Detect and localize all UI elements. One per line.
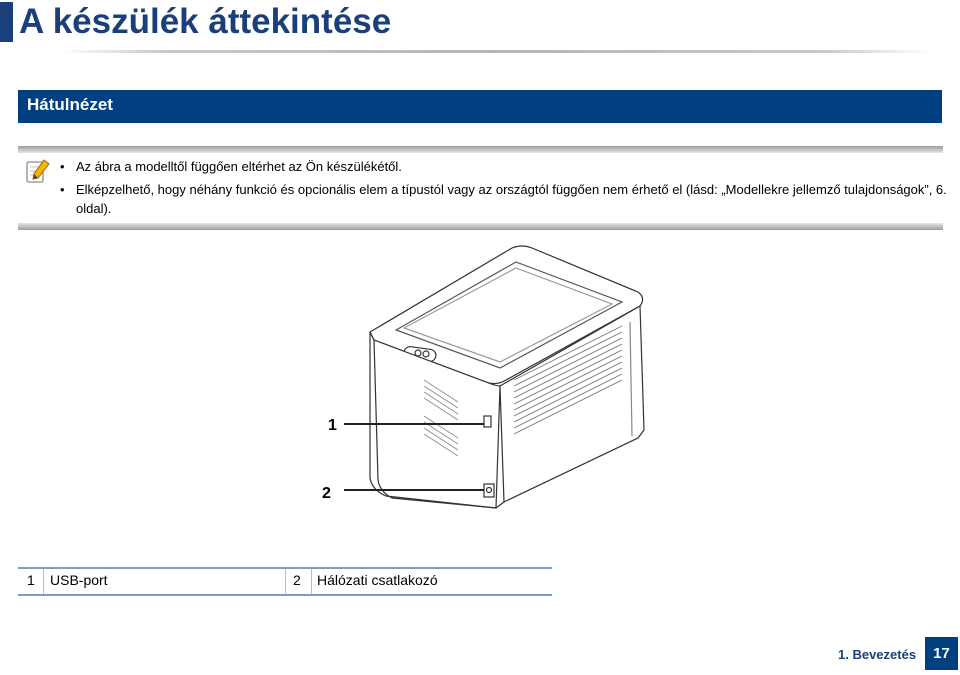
note-item: • Elképzelhető, hogy néhány funkció és opcionális elem a típustól vagy az országtól függően nem érhető el (lásd: „Modellekre jellemző tulajdonságok”, 6. oldal).: [60, 180, 950, 218]
legend-table-row: [18, 569, 552, 594]
title-divider: [60, 50, 930, 53]
printer-rear-view-illustration: [300, 240, 670, 520]
legend-number: 1: [18, 569, 44, 594]
section-header: [18, 90, 942, 123]
callout-1: 1: [328, 417, 337, 434]
note-item: • Az ábra a modelltől függően eltérhet az Ön készülékétől.: [60, 157, 950, 176]
callout-2: 2: [322, 485, 331, 502]
page-title: A készülék áttekintése: [19, 2, 392, 41]
legend-number: 2: [286, 569, 312, 594]
legend-label: Hálózati csatlakozó: [317, 572, 438, 588]
note-pencil-icon: [24, 157, 52, 185]
note-top-rule: [18, 146, 943, 153]
section-title: Hátulnézet: [27, 95, 113, 114]
note-list: [60, 157, 950, 222]
title-accent-bar: [0, 2, 13, 42]
legend-label: USB-port: [44, 569, 286, 594]
legend-table-bottom-rule: [18, 594, 552, 596]
footer-chapter: 1. Bevezetés: [838, 647, 917, 662]
footer-page-number: 17: [925, 637, 958, 670]
note-bottom-rule: [18, 223, 943, 230]
